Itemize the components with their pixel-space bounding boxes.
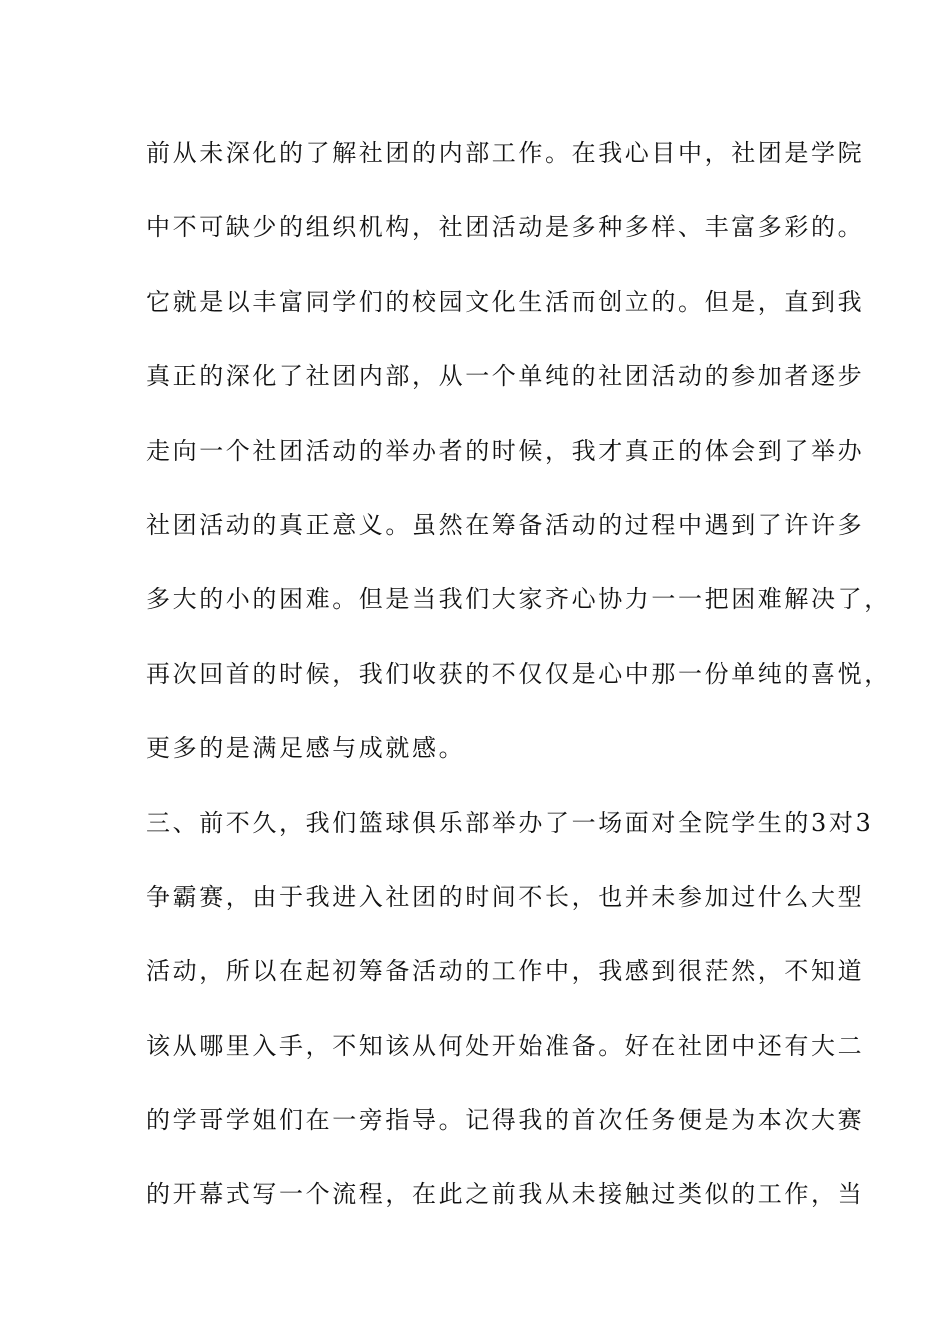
text-line: 多大的小的困难。但是当我们大家齐心协力一一把困难解决了， [146, 585, 891, 614]
text-line: 真正的深化了社团内部，从一个单纯的社团活动的参加者逐步 [146, 362, 865, 391]
text-line: 的学哥学姐们在一旁指导。记得我的首次任务便是为本次大赛 [146, 1106, 865, 1135]
text-line: 的开幕式写一个流程，在此之前我从未接触过类似的工作，当 [146, 1180, 865, 1209]
text-line: 走向一个社团活动的举办者的时候，我才真正的体会到了举办 [146, 436, 865, 465]
text-line: 该从哪里入手，不知该从何处开始准备。好在社团中还有大二 [146, 1031, 865, 1060]
text-line: 更多的是满足感与成就感。 [146, 734, 466, 763]
text-line: 再次回首的时候，我们收获的不仅仅是心中那一份单纯的喜悦， [146, 659, 891, 688]
text-line: 社团活动的真正意义。虽然在筹备活动的过程中遇到了许许多 [146, 510, 865, 539]
text-line: 它就是以丰富同学们的校园文化生活而创立的。但是，直到我 [146, 287, 865, 316]
text-line: 中不可缺少的组织机构，社团活动是多种多样、丰富多彩的。 [146, 213, 865, 242]
text-line: 活动，所以在起初筹备活动的工作中，我感到很茫然，不知道 [146, 957, 865, 986]
text-line: 前从未深化的了解社团的内部工作。在我心目中，社团是学院 [146, 139, 865, 167]
text-line: 争霸赛，由于我进入社团的时间不长，也并未参加过什么大型 [146, 882, 865, 911]
body-text [146, 130, 891, 1246]
text-line: 三、前不久，我们篮球俱乐部举办了一场面对全院学生的3对3 [146, 808, 874, 837]
